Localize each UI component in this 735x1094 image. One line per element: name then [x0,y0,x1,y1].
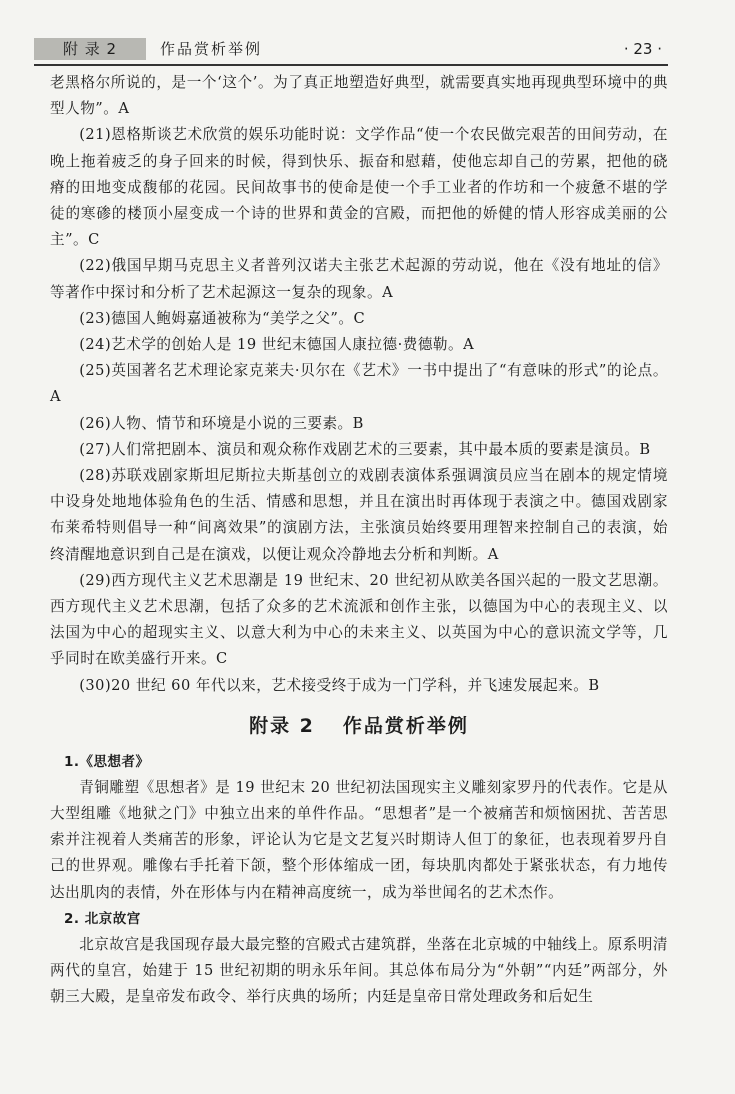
answer-item-24: (24)艺术学的创始人是 19 世纪末德国人康拉德·费德勒。A [79,336,475,354]
answer-item-21: (21)恩格斯谈艺术欣赏的娱乐功能时说：文学作品“使一个农民做完艰苦的田间劳动，在晚上拖着疲乏的身子回来的时候，得到快乐、振奋和慰藉，使他忘却自己的劳累，把他的硗瘠的田地变成馥郁的花园。民间故事书的使命是使一个手工业者的作坊和一个疲惫不堪的学徒的寒碜的楼顶小屋变成一个诗的世界和黄金的宫殿，而把他的娇健的情人形容成美丽的公主”。C [50,126,668,249]
header-rule [34,64,668,66]
answer-item-22: (22)俄国早期马克思主义者普列汉诺夫主张艺术起源的劳动说，他在《没有地址的信》等著作中探讨和分析了艺术起源这一复杂的现象。A [50,257,668,301]
appendix-heading [50,711,668,741]
appendix-title: 作品赏析举例 [342,714,469,737]
paragraph-continued: 老黑格尔所说的，是一个‘这个’。为了真正地塑造好典型，就需要真实地再现典型环境中的典型人物”。A [50,74,668,118]
work-text-thinker: 青铜雕塑《思想者》是 19 世纪末 20 世纪初法国现实主义雕刻家罗丹的代表作。它是从大型组雕《地狱之门》中独立出来的单件作品。“思想者”是一个被痛苦和烦恼困扰、苦苦思索并注视着人类痛苦的形象，评论认为它是文艺复兴时期诗人但丁的象征，也表现着罗丹自己的世界观。雕像右手托着下颌，整个形体缩成一团，每块肌肉都处于紧张状态，有力地传达出肌肉的表情，外在形体与内在精神高度统一，成为举世闻名的艺术杰作。 [50,778,668,901]
page-number: · 23 · [623,40,662,58]
answer-item-26: (26)人物、情节和环境是小说的三要素。B [79,414,364,432]
work-text-forbidden-city: 北京故宫是我国现存最大最完整的宫殿式古建筑群，坐落在北京城的中轴线上。原系明清两代的皇宫，始建于 15 世纪初期的明永乐年间。其总体布局分为“外朝”“内廷”两部分，外朝三大殿，是皇帝发布政令、举行庆典的场所；内廷是皇帝日常处理政务和后妃生 [50,935,668,1006]
answer-item-28: (28)苏联戏剧家斯坦尼斯拉夫斯基创立的戏剧表演体系强调演员应当在剧本的规定情境中设身处地地体验角色的生活、情感和思想，并且在演出时再体现于表演之中。德国戏剧家布莱希特则倡导一种“间离效果”的演剧方法，主张演员始终要用理智来控制自己的表演，始终清醒地意识到自己是在演戏，以便让观众冷静地去分析和判断。A [50,467,668,563]
answer-item-23: (23)德国人鲍姆嘉通被称为“美学之父”。C [79,309,366,327]
appendix-label: 附录 2 [249,714,315,737]
answer-item-30: (30)20 世纪 60 年代以来，艺术接受终于成为一门学科，并飞速发展起来。B [79,676,600,694]
work-heading-forbidden-city: 2. 北京故宫 [64,910,141,927]
header-section-tab: 附 录 2 [34,38,146,60]
answer-item-29: (29)西方现代主义艺术思潮是 19 世纪末、20 世纪初从欧美各国兴起的一股文艺思潮。西方现代主义艺术思潮，包括了众多的艺术流派和创作主张，以德国为中心的表现主义、以法国为中心的超现实主义、以意大利为中心的未来主义、以英国为中心的意识流文学等，几乎同时在欧美盛行开来。C [50,571,668,668]
header-title: 作品赏析举例 [160,40,263,58]
running-header [34,38,668,60]
answer-item-25: (25)英国著名艺术理论家克莱夫·贝尔在《艺术》一书中提出了“有意味的形式”的论点。A [50,362,668,406]
page-body [50,70,668,1011]
answer-item-27: (27)人们常把剧本、演员和观众称作戏剧艺术的三要素，其中最本质的要素是演员。B [79,440,651,458]
work-heading-thinker: 1.《思想者》 [64,753,150,770]
